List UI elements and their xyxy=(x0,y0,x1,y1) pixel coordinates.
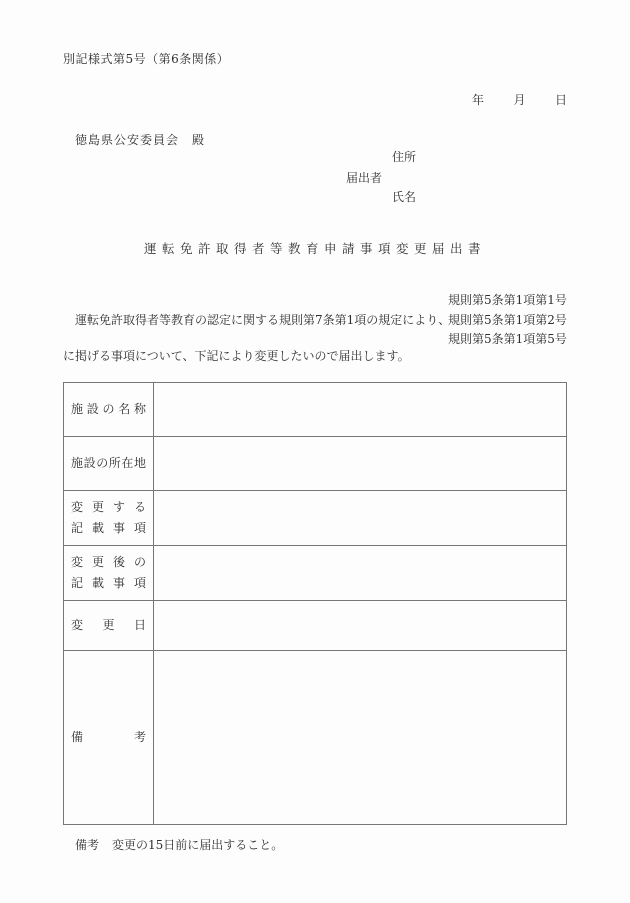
remarks-value-cell xyxy=(154,651,566,824)
footer-note-label: 備考 xyxy=(75,838,100,852)
items-to-change-value-cell xyxy=(154,491,566,545)
declarant-label: 届出者 xyxy=(346,171,383,185)
rule-option-1: 規則第5条第1項第1号 xyxy=(448,293,567,307)
table-row-remarks xyxy=(64,651,566,824)
row-label-facility-name: 施設の名称 xyxy=(64,383,154,436)
row-label-facility-address: 施設の所在地 xyxy=(64,437,154,490)
change-date-value-cell xyxy=(154,601,566,650)
preamble-main-line: 運転免許取得者等教育の認定に関する規則第7条第1項の規定により、 xyxy=(75,313,451,327)
footer-note-text: 変更の15日前に届出すること。 xyxy=(112,838,284,852)
facility-name-value-cell xyxy=(154,383,566,436)
rule-option-3: 規則第5条第1項第5号 xyxy=(448,332,567,346)
rule-option-list xyxy=(448,291,567,350)
addressee: 徳島県公安委員会 殿 xyxy=(75,133,206,147)
rule-option-2: 規則第5条第1項第2号 xyxy=(448,312,567,327)
table-row-items-after-change xyxy=(64,546,566,601)
table-row-facility-name xyxy=(64,383,566,437)
table-row-facility-address xyxy=(64,437,566,491)
table-row-change-date xyxy=(64,601,566,651)
row-label-items-after-change: 変更後の 記載事項 xyxy=(64,546,154,600)
date-line xyxy=(472,91,567,108)
table-row-items-to-change xyxy=(64,491,566,546)
facility-address-value-cell xyxy=(154,437,566,490)
date-month-label: 月 xyxy=(513,93,526,107)
items-after-change-value-cell xyxy=(154,546,566,600)
preamble-continuation-line: に掲げる事項について、下記により変更したいので届出します。 xyxy=(63,349,410,363)
row-label-items-to-change: 変更する 記載事項 xyxy=(64,491,154,545)
footer-note xyxy=(75,836,283,853)
form-table xyxy=(63,382,567,825)
date-day-label: 日 xyxy=(554,93,567,107)
date-year-label: 年 xyxy=(472,93,485,107)
document-title: 運転免許取得者等教育申請事項変更届出書 xyxy=(143,241,486,256)
declarant-address-label: 住所 xyxy=(392,150,417,164)
declarant-name-label: 氏名 xyxy=(392,190,417,204)
row-label-remarks: 備考 xyxy=(64,651,154,824)
row-label-change-date: 変更日 xyxy=(64,601,154,650)
form-number: 別記様式第5号（第6条関係） xyxy=(63,52,230,66)
